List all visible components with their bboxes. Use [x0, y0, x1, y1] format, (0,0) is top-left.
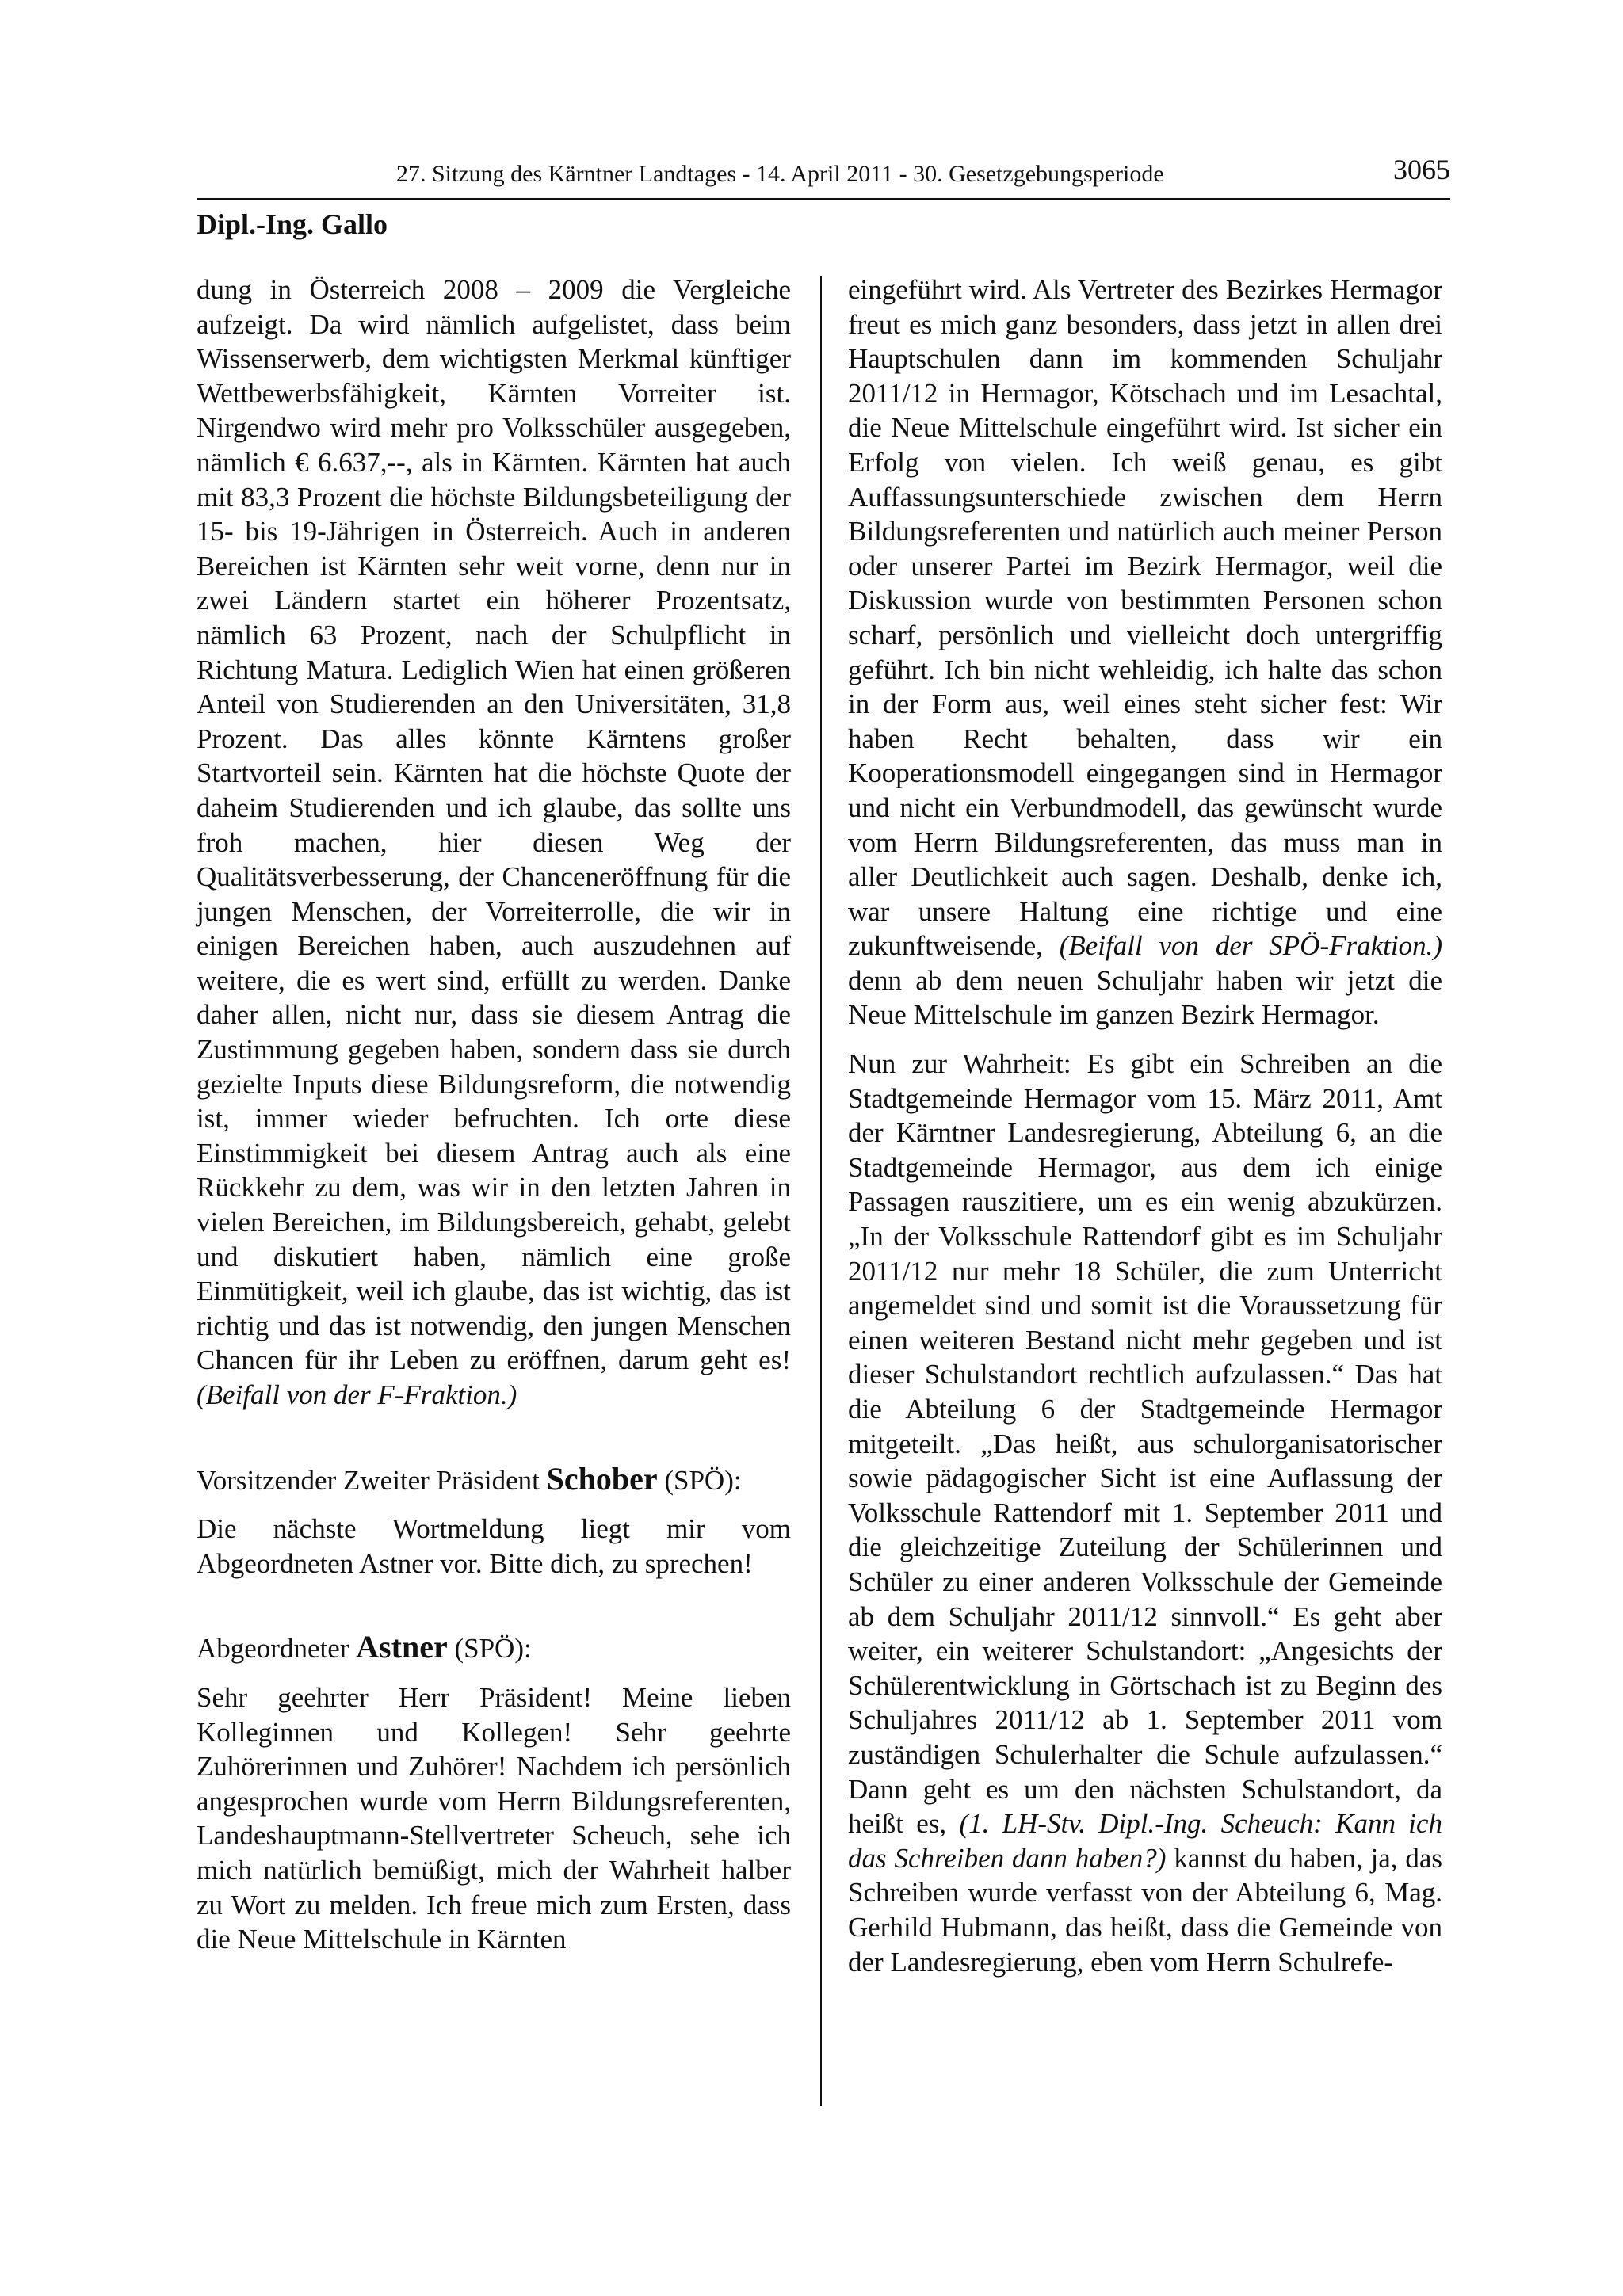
left-column [197, 273, 791, 1957]
speaker-heading-chair [197, 1462, 791, 1498]
paragraph-wahrheit [848, 1047, 1442, 1979]
speaker-heading-astner [197, 1630, 791, 1666]
speaker-party: (SPÖ): [657, 1464, 742, 1496]
speaker-name: Astner [356, 1629, 448, 1665]
right-column [848, 273, 1442, 1979]
speaker-party: (SPÖ): [447, 1633, 532, 1665]
running-header [396, 155, 1450, 193]
header-rule [197, 198, 1450, 200]
paragraph-text: Nun zur Wahrheit: Es gibt ein Schreiben an die Stadtgemeinde Hermagor vom 15. März 2011, Amt der Kärntner Landesregierung, Abteilung 6, an die Stadtgemeinde Hermagor, aus dem ich einige Passagen rauszitiere, um es ein wenig abzukürzen. „In der Volksschule Rattendorf gibt es im Schuljahr 2011/12 nur mehr 18 Schüler, die zum Unterricht angemeldet sind und somit ist die Voraussetzung für einen weiteren Bestand nicht mehr gegeben und ist dieser Schulstandort rechtlich aufzulassen.“ Das hat die Abteilung 6 der Stadtgemeinde Hermagor mitgeteilt. „Das heißt, aus schulorganisatorischer sowie pädagogischer Sicht ist eine Auflassung der Volksschule Rattendorf mit 1. September 2011 und die gleichzeitige Zuteilung der Schülerinnen und Schüler zu einer anderen Volksschule der Gemeinde ab dem Schuljahr 2011/12 sinnvoll.“ Es geht aber weiter, ein weiterer Schulstandort: „Angesichts der Schülerentwicklung in Görtschach ist zu Beginn des Schuljahres 2011/12 ab 1. September 2011 vom zuständigen Schulerhalter die Schule aufzulassen.“ Dann geht es um den nächsten Schulstandort, da heißt es, [848, 1048, 1442, 1840]
column-divider [820, 276, 822, 2106]
speaker-role: Abgeordneter [197, 1633, 357, 1665]
paragraph-astner: Sehr geehrter Herr Präsident! Meine lieben Kolleginnen und Kollegen! Sehr geehrte Zuhörerinnen und Zuhörer! Nachdem ich persönlich angesprochen wurde vom Herrn Bildungsreferenten, Landeshauptmann-Stellvertreter Scheuch, sehe ich mich natürlich bemüßigt, mich der Wahrheit halber zu Wort zu melden. Ich freue mich zum Ersten, dass die Neue Mittelschule in Kärnten [197, 1681, 791, 1955]
applause-note: (Beifall von der F-Fraktion.) [197, 1379, 517, 1410]
running-speaker: Dipl.-Ing. Gallo [197, 208, 388, 240]
speaker-role: Vorsitzender Zweiter Präsident [197, 1464, 547, 1496]
paragraph-text: dung in Österreich 2008 – 2009 die Vergleiche aufzeigt. Da wird nämlich aufgelistet, dass beim Wissenserwerb, dem wichtigsten Merkmal künftiger Wettbewerbsfähigkeit, Kärnten Vorreiter ist. Nirgendwo wird mehr pro Volksschüler ausgegeben, nämlich € 6.637,--, als in Kärnten. Kärnten hat auch mit 83,3 Prozent die höchste Bildungsbeteiligung der 15- bis 19-Jährigen in Österreich. Auch in anderen Bereichen ist Kärnten sehr weit vorne, denn nur in zwei Ländern startet ein höherer Prozentsatz, nämlich 63 Prozent, nach der Schulpflicht in Richtung Matura. Lediglich Wien hat einen größeren Anteil von Studierenden an den Universitäten, 31,8 Prozent. Das alles könnte Kärntens großer Startvorteil sein. Kärnten hat die höchste Quote der daheim Studierenden und ich glaube, das sollte uns froh machen, hier diesen Weg der Qualitätsverbesserung, der Chanceneröffnung für die jungen Menschen, der Vorreiterrolle, die wir in einigen Bereichen haben, auch auszudehnen auf weitere, die es wert sind, erfüllt zu werden. Danke daher allen, nicht nur, dass sie diesem Antrag die Zustimmung gegeben haben, sondern dass sie durch gezielte Inputs diese Bildungsreform, die notwendig ist, immer wieder befruchten. Ich orte diese Einstimmigkeit bei diesem Antrag auch als eine Rückkehr zu dem, was wir in den letzten Jahren in vielen Bereichen, im Bildungsbereich, gehabt, gelebt und diskutiert haben, nämlich eine große Einmütigkeit, weil ich glaube, das ist wichtig, das ist richtig und das ist notwendig, den jungen Menschen Chancen für ihr Leben zu eröffnen, darum geht es! [197, 274, 791, 1376]
speaker-name: Schober [546, 1460, 658, 1497]
paragraph-gallo [197, 273, 791, 1413]
applause-note: (Beifall von der SPÖ-Fraktion.) [1059, 930, 1442, 962]
interjection-note: (1. LH-Stv. Dipl.-Ing. Scheuch: Kann ich das Schreiben dann haben?) [848, 1808, 1442, 1874]
paragraph-text: denn ab dem neuen Schuljahr haben wir jetzt die Neue Mittelschule im ganzen Bezirk Hermagor. [848, 964, 1442, 1031]
paragraph-astner-continued [848, 273, 1442, 1032]
paragraph-chair: Die nächste Wortmeldung liegt mir vom Abgeordneten Astner vor. Bitte dich, zu sprechen! [197, 1513, 791, 1579]
page-number: 3065 [1393, 154, 1450, 185]
paragraph-text: kannst du haben, ja, das Schreiben wurde verfasst von der Abteilung 6, Mag. Gerhild Hubmann, das heißt, dass die Gemeinde von der Landesregierung, eben vom Herrn Schulrefe- [848, 1842, 1443, 1978]
paragraph-text: eingeführt wird. Als Vertreter des Bezirkes Hermagor freut es mich ganz besonders, dass jetzt in allen drei Hauptschulen dann im kommenden Schuljahr 2011/12 in Hermagor, Kötschach und im Lesachtal, die Neue Mittelschule eingeführt wird. Ist sicher ein Erfolg von vielen. Ich weiß genau, es gibt Auffassungsunterschiede zwischen dem Herrn Bildungsreferenten und natürlich auch meiner Person oder unserer Partei im Bezirk Hermagor, weil die Diskussion wurde von bestimmten Personen schon scharf, persönlich und vielleicht doch untergriffig geführt. Ich bin nicht wehleidig, ich halte das schon in der Form aus, weil eines steht sicher fest: Wir haben Recht behalten, dass wir ein Kooperationsmodell eingegangen sind in Hermagor und nicht ein Verbundmodell, das gewünscht wurde vom Herrn Bildungsreferenten, das muss man in aller Deutlichkeit auch sagen. Deshalb, denke ich, war unsere Haltung eine richtige und eine zukunftweisende, [848, 274, 1442, 962]
session-title: 27. Sitzung des Kärntner Landtages - 14. April 2011 - 30. Gesetzgebungsperiode [396, 161, 1164, 187]
